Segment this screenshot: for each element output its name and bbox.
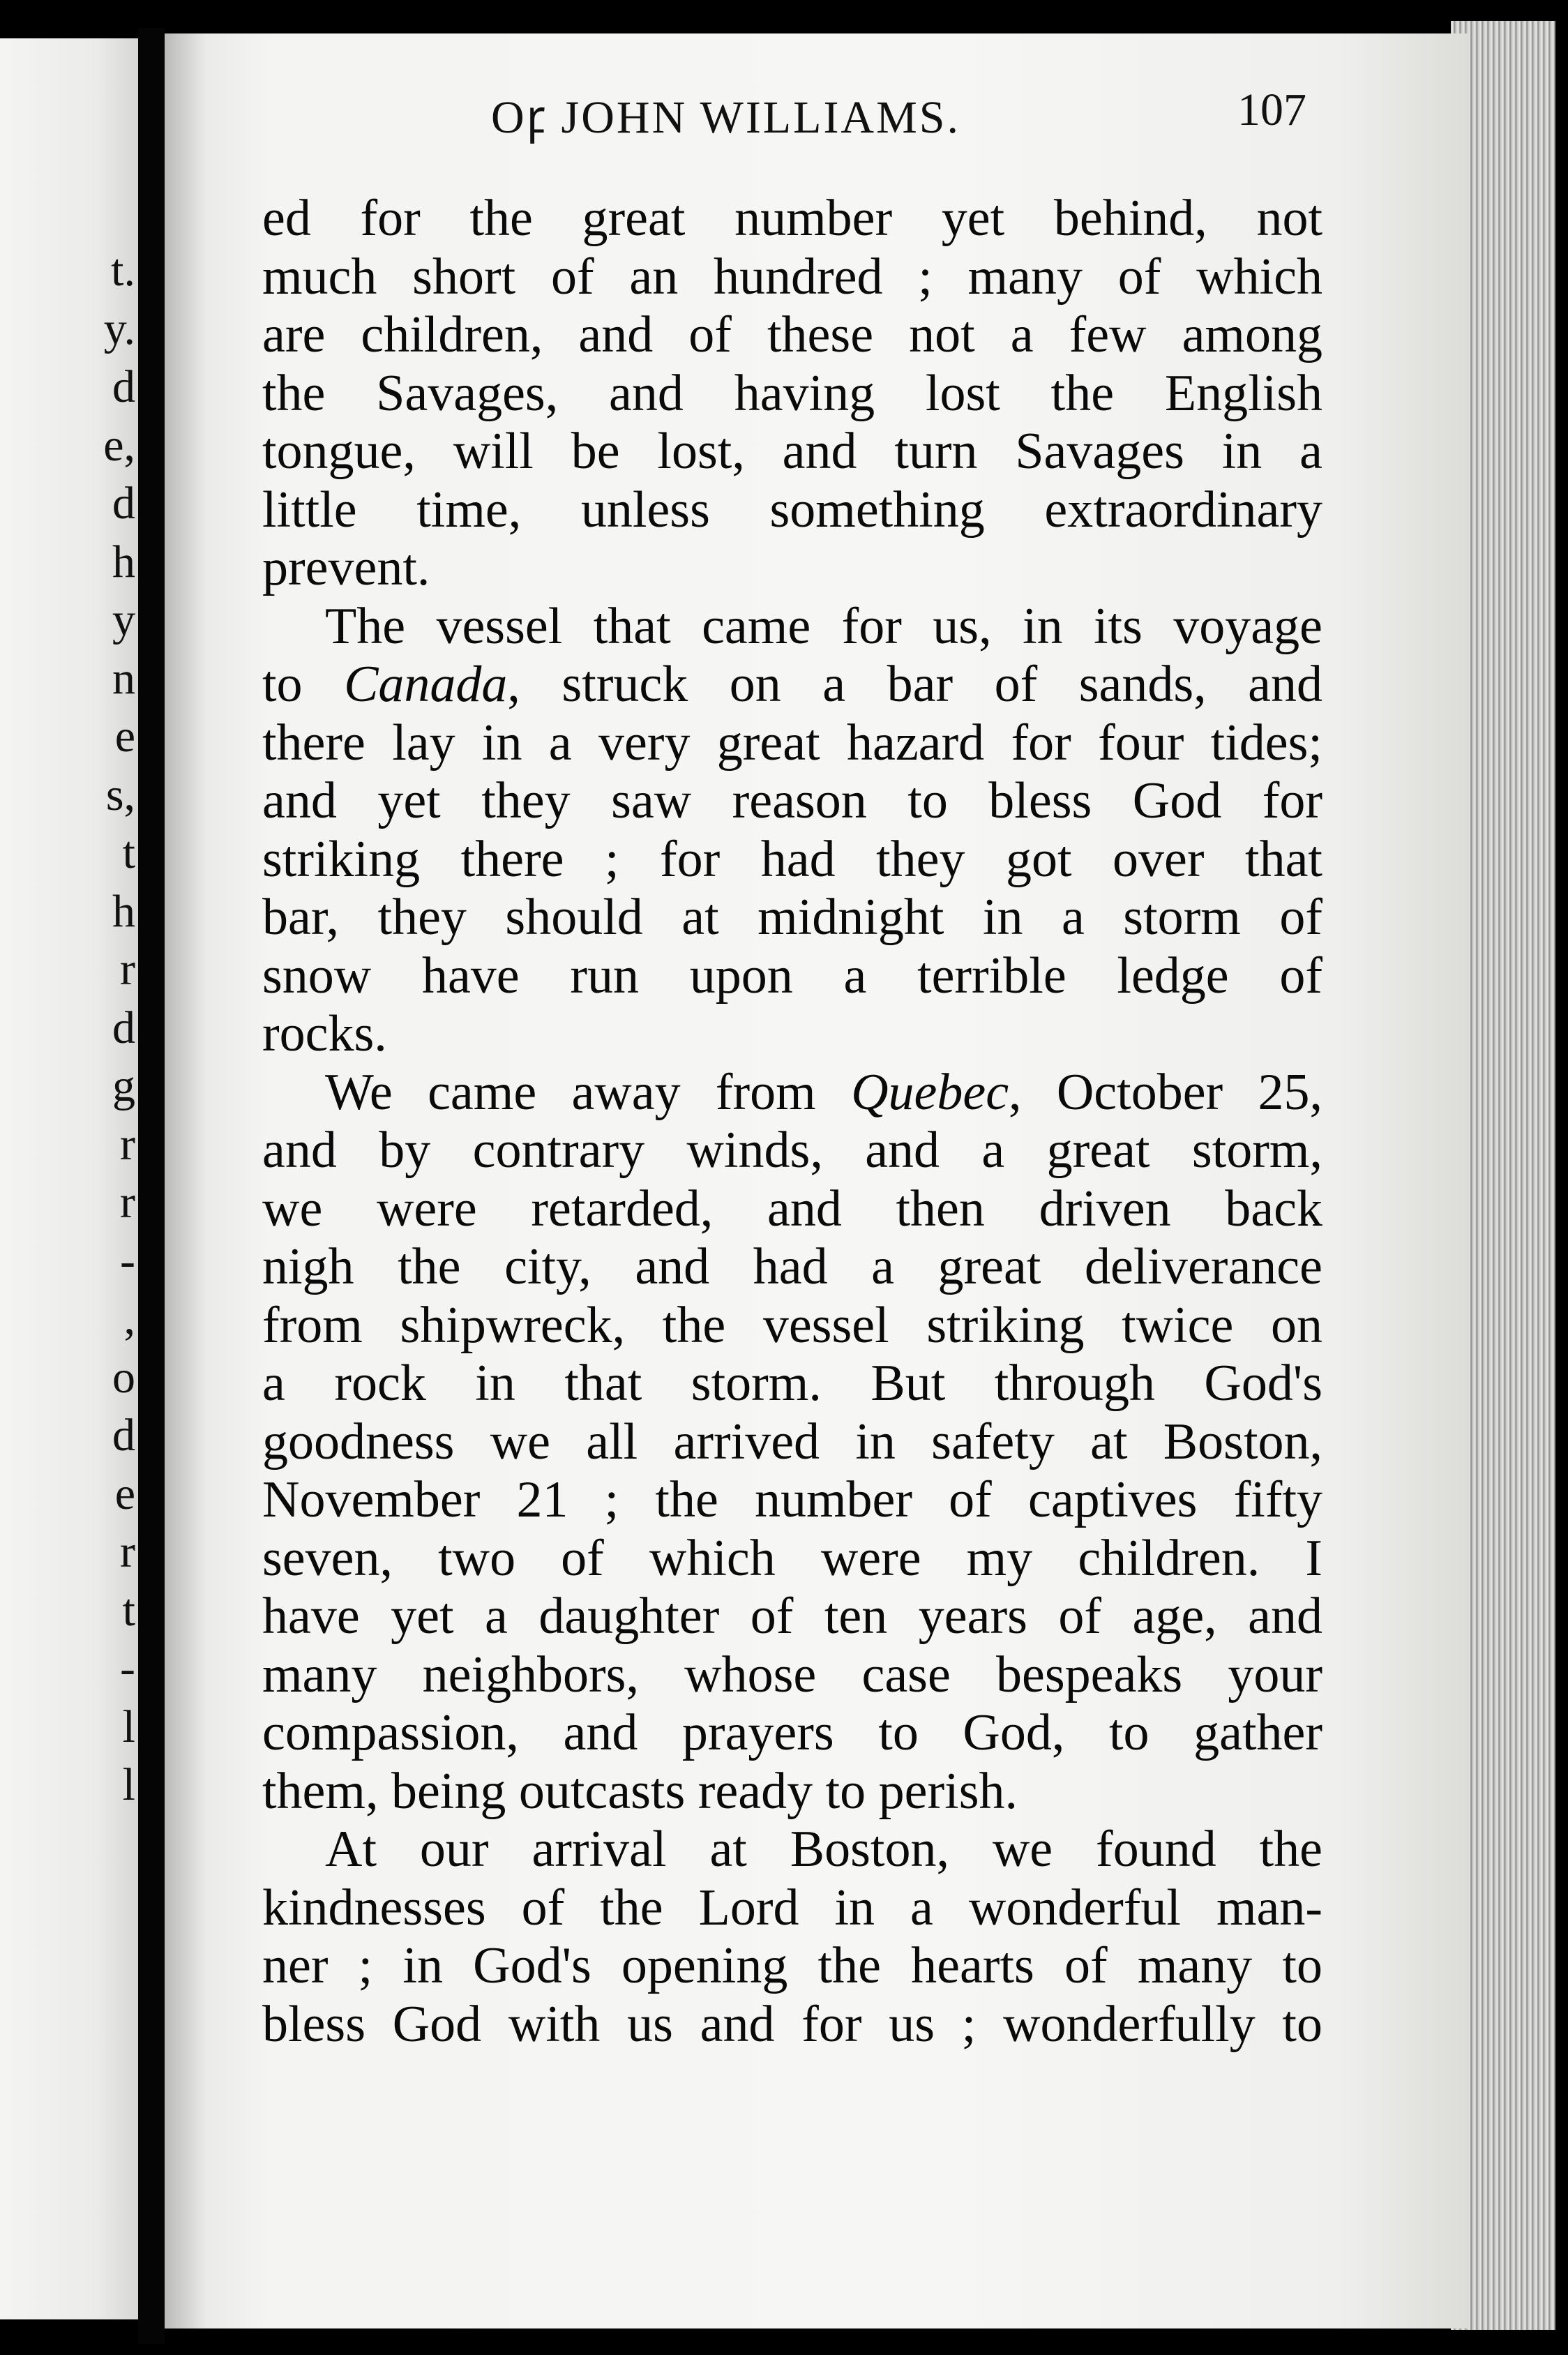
previous-page-fragment: h (112, 536, 135, 587)
previous-page-fragment: l (122, 1701, 135, 1752)
previous-page-fragment: y (112, 594, 135, 645)
previous-page-fragment: l (122, 1759, 135, 1810)
previous-page-fragment: r (120, 1526, 135, 1577)
previous-page-fragment: , (123, 1293, 135, 1344)
text-line: and yet they saw reason to bless God for (262, 772, 1322, 829)
text-line: goodness we all arrived in safety at Boston, (262, 1413, 1322, 1470)
previous-page-edge (0, 38, 138, 2319)
previous-page-fragment: t (122, 827, 135, 878)
text-line: ed for the great number yet behind, not (262, 190, 1322, 247)
previous-page-fragment: e (114, 1468, 135, 1519)
paragraph-first-line: The vessel that came for us, in its voyage (325, 597, 1322, 655)
text-line: rocks. (262, 1005, 387, 1062)
text-line: much short of an hundred ; many of which (262, 248, 1322, 306)
previous-page-fragment: r (120, 1177, 135, 1228)
previous-page-fragment: n (112, 652, 135, 704)
text-line: tongue, will be lost, and turn Savages in a (262, 423, 1322, 480)
previous-page-fragment: g (112, 1060, 135, 1111)
text-line: to Canada, struck on a bar of sands, and (262, 656, 1322, 713)
text-line: are children, and of these not a few among (262, 306, 1322, 363)
text-line: striking there ; for had they got over that (262, 830, 1322, 888)
text-line: a rock in that storm. But through God's (262, 1355, 1322, 1412)
text-line: them, being outcasts ready to perish. (262, 1762, 1018, 1820)
text-line: November 21 ; the number of captives fifty (262, 1471, 1322, 1528)
previous-page-fragment: h (112, 885, 135, 937)
italic-place-name: Quebec (851, 1063, 1009, 1121)
text-line: there lay in a very great hazard for four tides; (262, 714, 1322, 772)
running-title: Oꝼ JOHN WILLIAMS. (491, 92, 960, 143)
text-line: little time, unless something extraordinary (262, 481, 1322, 539)
text-line: many neighbors, whose case bespeaks your (262, 1646, 1322, 1703)
body-text (262, 190, 1322, 2054)
previous-page-fragment: - (120, 1643, 135, 1694)
previous-page-fragment: r (120, 944, 135, 995)
paragraph-first-line: At our arrival at Boston, we found the (325, 1821, 1322, 1878)
text-line: have yet a daughter of ten years of age, and (262, 1588, 1322, 1645)
text-line: bless God with us and for us ; wonderfully to (262, 1995, 1322, 2053)
text-line: seven, two of which were my children. I (262, 1529, 1322, 1587)
page-number: 107 (1237, 84, 1306, 135)
previous-page-fragment: d (112, 361, 135, 412)
previous-page-fragment: d (112, 478, 135, 529)
text-line: nigh the city, and had a great deliverance (262, 1238, 1322, 1295)
previous-page-fragment: e, (103, 419, 135, 471)
previous-page-text-fragments (0, 38, 138, 2319)
paragraph-first-line: We came away from Quebec, October 25, (325, 1063, 1322, 1121)
running-head (165, 84, 1469, 160)
previous-page-fragment: d (112, 1002, 135, 1053)
text-line: bar, they should at midnight in a storm of (262, 889, 1322, 946)
previous-page-fragment: - (120, 1235, 135, 1286)
previous-page-fragment: t (122, 1584, 135, 1636)
previous-page-fragment: o (112, 1351, 135, 1403)
italic-place-name: Canada (344, 656, 508, 713)
text-line: snow have run upon a terrible ledge of (262, 947, 1322, 1005)
text-line: and by contrary winds, and a great storm, (262, 1122, 1322, 1179)
book-gutter (138, 28, 165, 2344)
text-line: the Savages, and having lost the English (262, 364, 1322, 422)
previous-page-fragment: e (114, 711, 135, 762)
text-line: ner ; in God's opening the hearts of many to (262, 1937, 1322, 1994)
text-line: compassion, and prayers to God, to gather (262, 1704, 1322, 1761)
previous-page-fragment: s, (105, 769, 135, 820)
previous-page-fragment: r (120, 1118, 135, 1170)
text-line: we were retarded, and then driven back (262, 1180, 1322, 1237)
text-line: kindnesses of the Lord in a wonderful man- (262, 1879, 1322, 1936)
previous-page-fragment: d (112, 1410, 135, 1461)
previous-page-fragment: t. (111, 245, 135, 296)
text-line: from shipwreck, the vessel striking twice on (262, 1296, 1322, 1354)
text-line: prevent. (262, 539, 430, 596)
previous-page-fragment: y. (103, 303, 135, 354)
